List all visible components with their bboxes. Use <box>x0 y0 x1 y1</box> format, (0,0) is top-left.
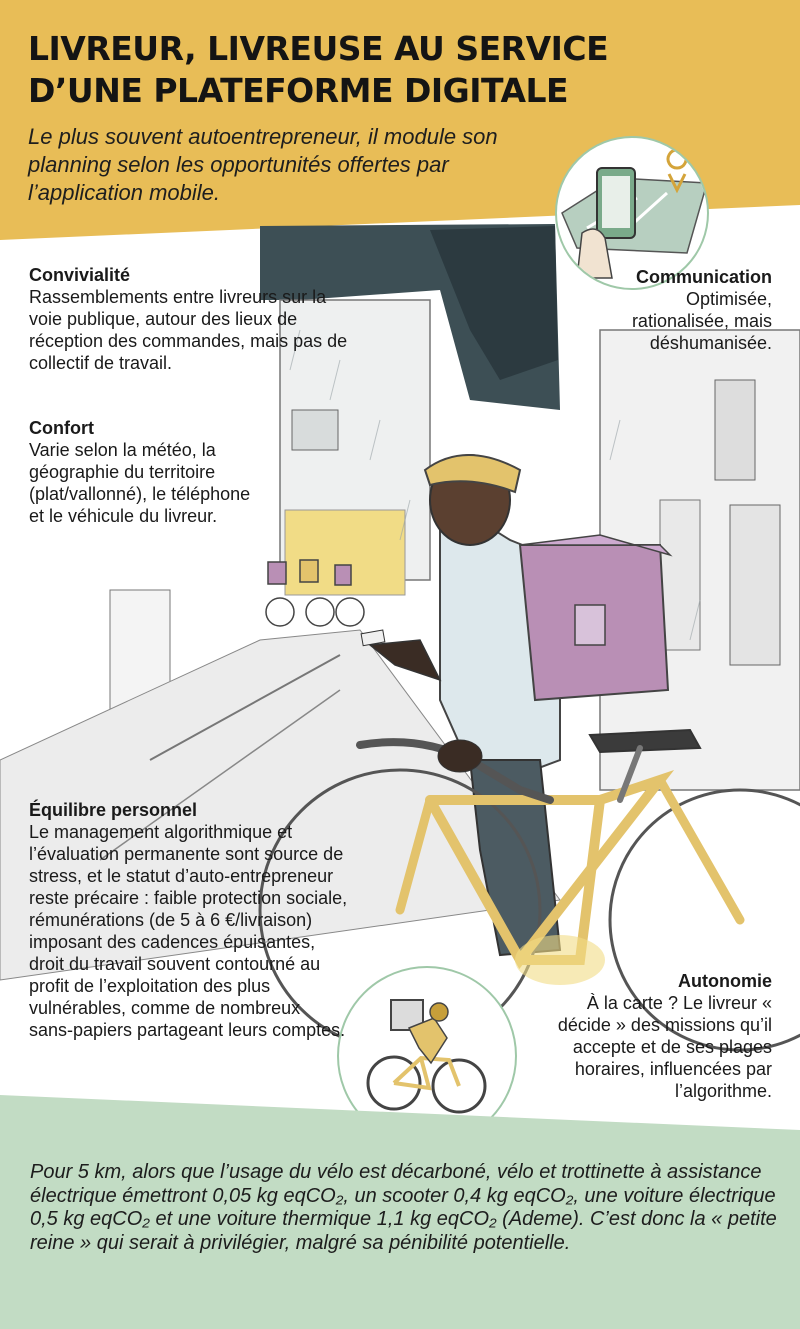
delivery-bag <box>520 535 670 700</box>
section-heading: Convivialité <box>29 265 131 285</box>
footer-text: Pour 5 km, alors que l’usage du vélo est décarboné, vélo et trottinette à assistance électrique émettront 0,05 kg eqCO₂, un scooter 0,4 kg eqCO₂, une voiture électrique 0,5 kg eqCO₂ et une voiture thermique 1,1 kg eqCO₂ (Ademe). C’est donc la « petite reine » qui serait à privilégier, malgré sa pénibilité potentielle. <box>30 1161 777 1254</box>
section-heading: Confort <box>29 418 94 438</box>
page-subtitle: Le plus souvent autoentrepreneur, il module son planning selon les opportunités offertes par l’application mobile. <box>28 124 498 205</box>
section-equilibre <box>29 799 349 1041</box>
section-heading: Communication <box>635 267 772 287</box>
section-communication <box>610 266 772 354</box>
section-heading: Autonomie <box>678 971 772 991</box>
section-text: Le management algorithmique et l’évaluation permanente sont source de stress, et le statut d’auto-entrepreneur reste précaire : faible protection sociale, rémunérations (de 5 à 6 €/livraison) imposant des cadences épuisantes, droit du travail souvent contourné au profit de l’exploitation des plus vulnérables, comme de nombreux sans-papiers partageant leurs comptes. <box>29 822 348 1040</box>
page-title: LIVREUR, LIVREUSE AU SERVICE D’UNE PLATEFORME DIGITALE <box>28 29 609 110</box>
section-heading: Équilibre personnel <box>29 800 198 820</box>
section-confort <box>29 417 259 527</box>
section-text: À la carte ? Le livreur « décide » des missions qu’il accepte et de ses plages horaires, influencées par l’algorithme. <box>557 993 772 1101</box>
section-text: Rassemblements entre livreurs sur la voie publique, autour des lieux de réception des commandes, mais pas de collectif de travail. <box>29 287 348 373</box>
section-convivialite <box>29 264 364 374</box>
section-text: Varie selon la météo, la géographie du territoire (plat/vallonné), le téléphone et le véhicule du livreur. <box>29 440 251 526</box>
section-autonomie <box>540 970 772 1102</box>
section-text: Optimisée, rationalisée, mais déshumanisée. <box>631 289 772 353</box>
